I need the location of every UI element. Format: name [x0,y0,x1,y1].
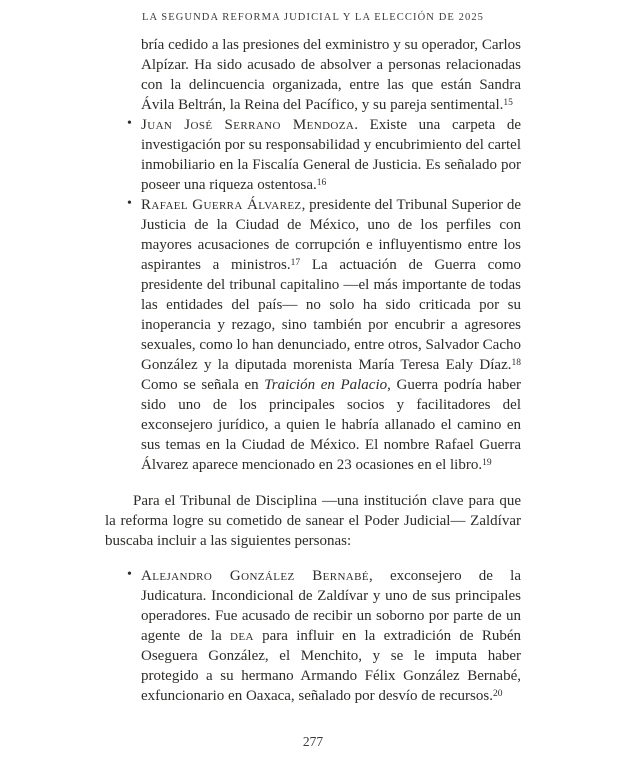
footnote-reference: 17 [290,257,301,268]
footnote-reference: 18 [511,357,521,368]
footnote-reference: 15 [503,97,513,108]
text-segment: , exconsejero de la Judicatura. Incondicional de Zaldívar y uno de sus principales operadores. Fue acusado de recibir un soborno por parte de un agente de la [141,568,521,644]
page-body [105,35,521,706]
text-segment: , presidente del Tribunal Superior de Justicia de la Ciudad de México, uno de los perfiles con mayores acusaciones de corrupción e influyentismo entre los aspirantes a ministros. [141,197,521,273]
text-segment: . Existe una carpeta de investigación por su responsabilidad y encubrimiento del cartel inmobiliario en la Fiscalía General de Justicia. Es señalado por poseer una riqueza ostentosa. [141,117,522,193]
list-item [127,566,522,706]
text-segment: La actuación de Guerra como presidente del tribunal capitalino —el más importante de todas las entidades del país— no solo ha sido criticada por su inoperancia y rezago, sino también por encubrir a agresores sexuales, como lo han denunciado, entre otros, Salvador Cacho González y la diputada morenista María Teresa Ealy Díaz. [141,257,521,373]
footnote-reference: 19 [482,457,492,468]
bullet-icon: • [127,116,132,131]
footnote-reference: 16 [316,177,327,188]
running-header: LA SEGUNDA REFORMA JUDICIAL Y LA ELECCIÓN DE 2025 [141,12,485,23]
text-segment: Traición en Palacio [264,377,388,393]
bullet-icon: • [127,196,132,211]
text-segment: Como se señala en [141,377,265,393]
page-number: 277 [302,734,324,749]
text-segment: dea [230,628,254,644]
text-segment: , Guerra podría haber sido uno de los principales socios y facilitadores del exconsejero jurídico, a quien le habría allanado el camino en sus temas en la Ciudad de México. El nombre Rafael Guerra Álvarez aparece mencionado en 23 ocasiones en el libro. [141,377,521,473]
text-segment: Alejandro González Bernabé [141,568,370,584]
list-item [127,195,521,475]
footnote-reference: 20 [492,688,503,699]
text-segment: Rafael Guerra Álvarez [141,197,302,213]
text-segment: bría cedido a las presiones del exministro y su operador, Carlos Alpízar. Ha sido acusado de absolver a personas relacionadas con la delincuencia organizada, entre las que están Sandra Ávila Beltrán, la Reina del Pacífico, y su pareja sentimental. [141,37,521,113]
text-segment: para influir en la extradición de Rubén Oseguera González, el Menchito, y se le imputa haber protegido a su hermano Armando Félix González Bernabé, exfuncionario en Oaxaca, señalado por desvío de recursos. [141,628,522,704]
list-item-continuation [141,35,521,115]
paragraph [105,491,521,551]
bullet-icon: • [127,567,132,582]
text-segment: Juan José Serrano Mendoza [141,117,355,133]
text-segment: Para el Tribunal de Disciplina —una institución clave para que la reforma logre su cometido de sanear el Poder Judicial— Zaldívar buscaba incluir a las siguientes personas: [105,493,521,549]
list-item [127,115,522,195]
